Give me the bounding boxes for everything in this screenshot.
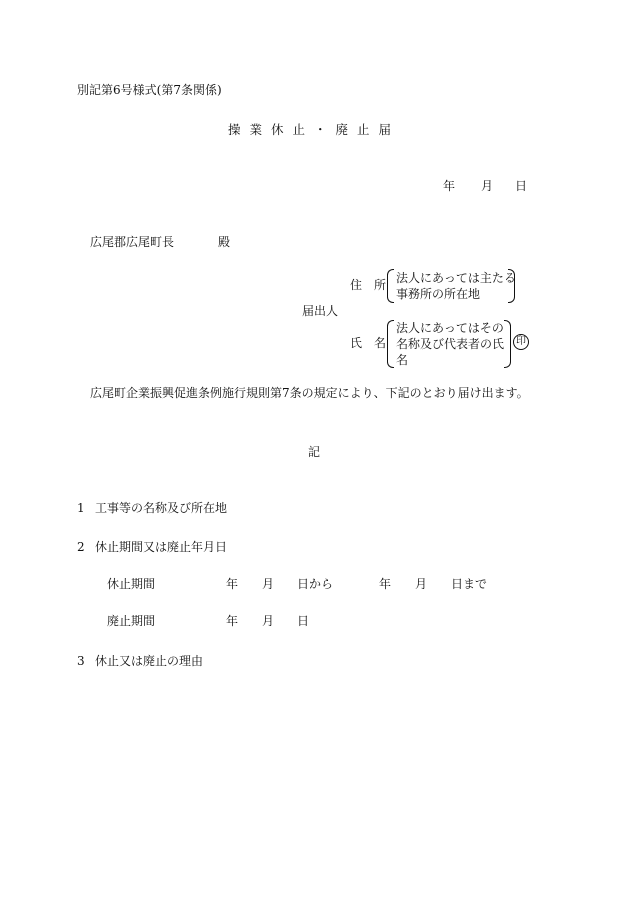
addressee-honorific: 殿 — [218, 235, 231, 249]
suspension-label: 休止期間 — [107, 577, 156, 591]
item-3-num: 3 — [77, 654, 85, 668]
name-note-2: 名称及び代表者の氏 — [396, 337, 505, 351]
form-label: 別記第6号様式(第7条関係) — [77, 83, 222, 97]
date-day: 日 — [515, 179, 528, 193]
suspension-month-2: 月 — [415, 577, 428, 591]
name-label: 氏 名 — [350, 336, 387, 350]
abolition-day: 日 — [297, 614, 310, 628]
suspension-day-from: 日から — [297, 577, 334, 591]
item-2-label: 休止期間又は廃止年月日 — [95, 540, 228, 554]
seal-mark: 印 — [513, 334, 529, 350]
item-1-label: 工事等の名称及び所在地 — [95, 501, 228, 515]
date-month: 月 — [481, 179, 494, 193]
item-2-num: 2 — [77, 540, 85, 554]
addressee-name: 広尾郡広尾町長 — [90, 235, 175, 249]
suspension-year: 年 — [226, 577, 239, 591]
item-1-num: 1 — [77, 501, 85, 515]
abolition-label: 廃止期間 — [107, 614, 156, 628]
ki-heading: 記 — [308, 445, 321, 459]
name-note-3: 名 — [396, 353, 409, 367]
address-label: 住 所 — [350, 278, 387, 292]
notifier-label: 届出人 — [302, 304, 339, 318]
abolition-year: 年 — [226, 614, 239, 628]
address-note-2: 事務所の所在地 — [396, 287, 481, 301]
address-note-1: 法人にあっては主たる — [396, 271, 516, 285]
date-year: 年 — [443, 179, 456, 193]
name-note-1: 法人にあってはその — [396, 321, 504, 335]
item-3-label: 休止又は廃止の理由 — [95, 654, 204, 668]
suspension-day-to: 日まで — [451, 577, 488, 591]
suspension-month: 月 — [262, 577, 275, 591]
abolition-month: 月 — [262, 614, 275, 628]
suspension-year-2: 年 — [379, 577, 392, 591]
body-text: 広尾町企業振興促進条例施行規則第7条の規定により、下記のとおり届け出ます。 — [90, 386, 529, 400]
page-title: 操業休止・廃止届 — [228, 122, 401, 137]
